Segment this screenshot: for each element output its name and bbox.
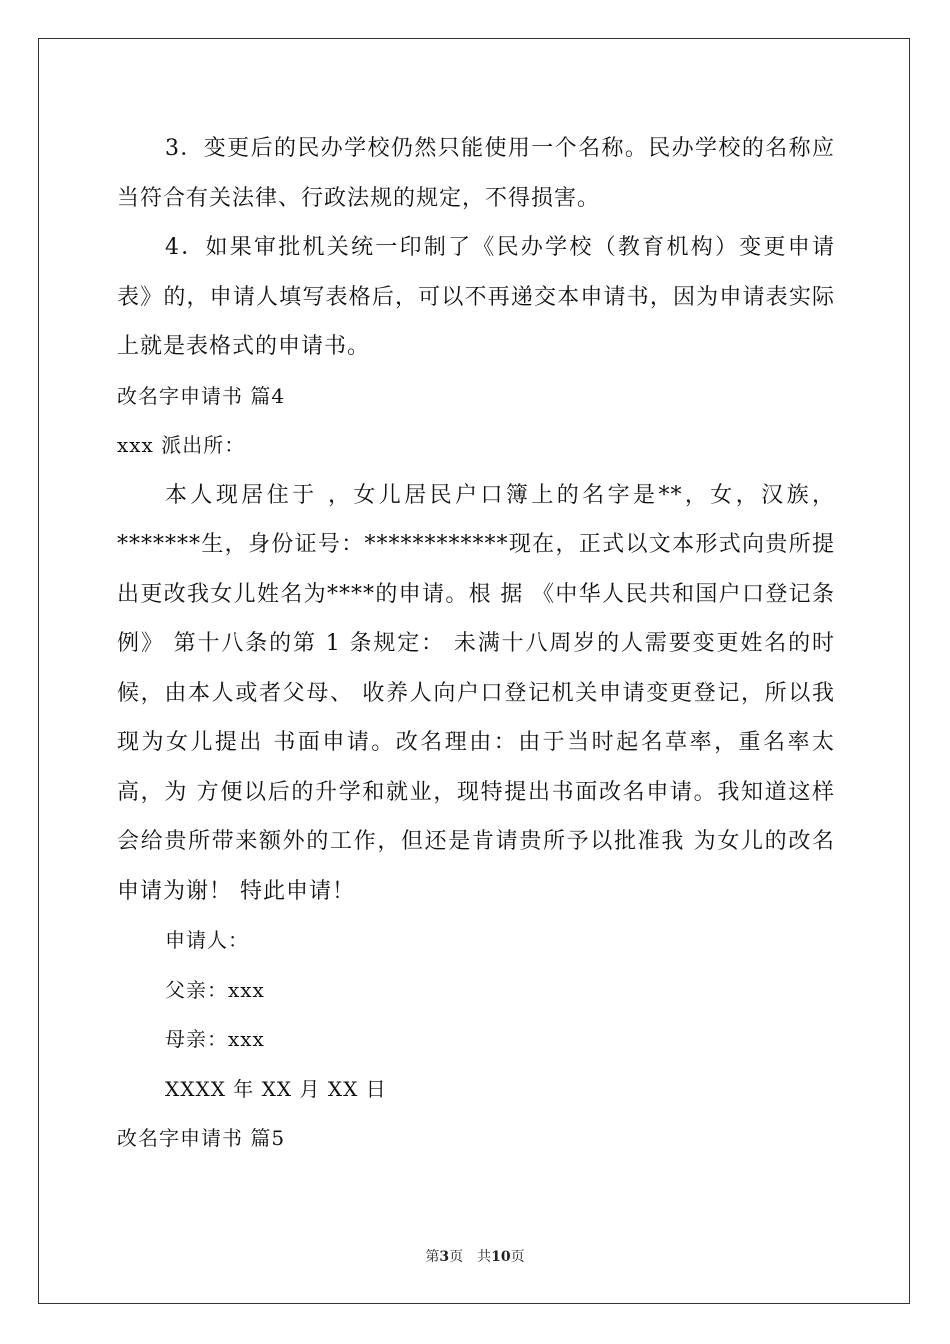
document-body (117, 124, 835, 1164)
footer-middle: 页 共 (449, 1249, 492, 1265)
paragraph-item-3: 3．变更后的民办学校仍然只能使用一个名称。民办学校的名称应当符合有关法律、行政法规的规定，不得损害。 (117, 136, 835, 211)
footer-prefix: 第 (425, 1249, 440, 1265)
footer-page-number: 3 (439, 1249, 450, 1265)
section-title-5: 改名字申请书 篇5 (117, 1126, 286, 1150)
footer-total-pages: 10 (491, 1249, 511, 1265)
applicant-label: 申请人： (165, 928, 249, 952)
addressee: xxx 派出所： (117, 433, 246, 457)
mother-line: 母亲：xxx (165, 1027, 265, 1051)
paragraph-item-4: 4．如果审批机关统一印制了《民办学校（教育机构）变更申请表》的，申请人填写表格后，可以不再递交本申请书，因为申请表实际上就是表格式的申请书。 (117, 235, 835, 359)
section-title-4: 改名字申请书 篇4 (117, 383, 286, 408)
date-line: XXXX 年 XX 月 XX 日 (165, 1076, 387, 1101)
application-body: 本人现居住于 ，女儿居民户口簿上的名字是**，女，汉族，*******生，身份证号：************现在，正式以文本形式向贵所提出更改我女儿姓名为****的申请。根 据 《中华人民共和国户口登记条例》 第十八条的第 1 条规定： 未满十八周岁的人需要变更姓名的时候，由本人或者父母、 收养人向户口登记机关申请变更登记，所以我现为女儿提出 书面申请。改名理由：由于当时起名草率，重名率太高，为 方便以后的升学和就业，现特提出书面改名申请。我知道这样会给贵所带来额外的工作，但还是肯请贵所予以批准我 为女儿的改名申请为谢！ 特此申请！ (117, 482, 835, 904)
father-line: 父亲：xxx (165, 977, 265, 1002)
footer-suffix: 页 (510, 1249, 525, 1265)
page-footer (0, 1246, 950, 1266)
